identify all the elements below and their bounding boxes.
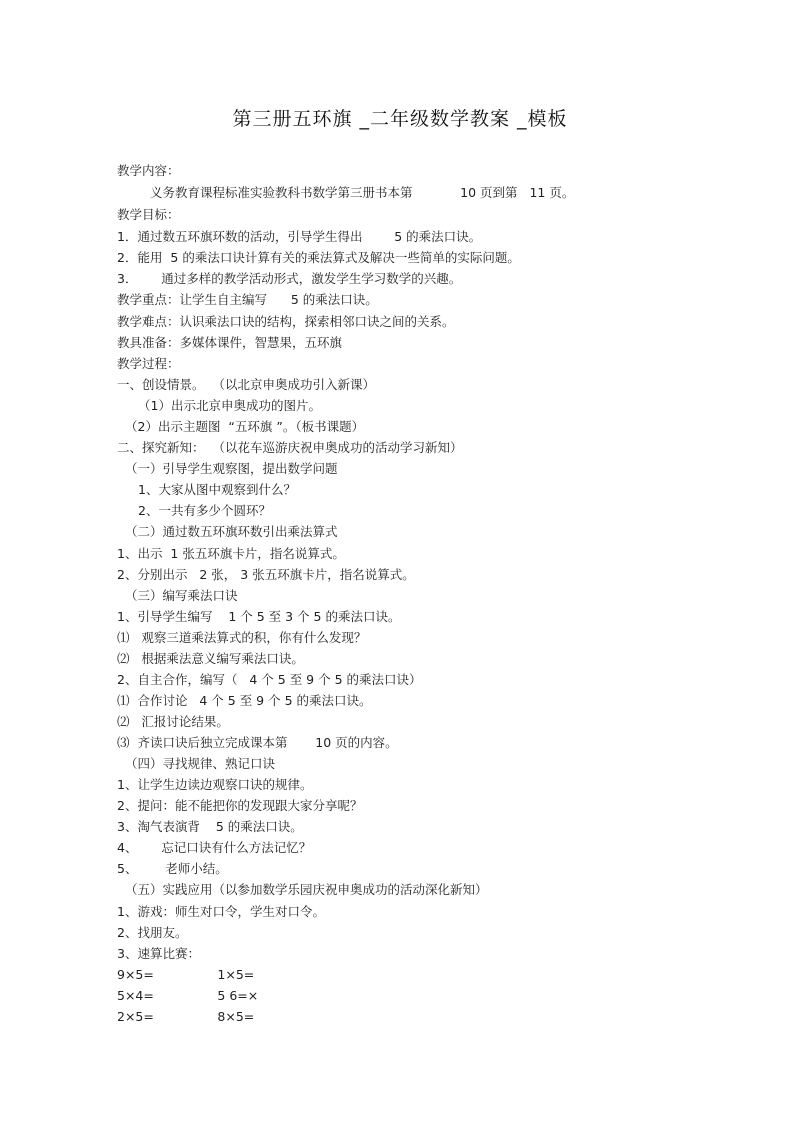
text-line: 9×5= 1×5= <box>117 967 255 982</box>
text-line: （三）编写乘法口诀 <box>125 588 238 603</box>
text-line: 2、一共有多少个圆环？ <box>138 503 271 518</box>
text-line: 2、提问：能不能把你的发现跟大家分享呢？ <box>117 798 363 813</box>
text-line: 1、游戏：师生对口令，学生对口令。 <box>117 904 325 919</box>
text-line: 教学目标： <box>117 207 180 222</box>
text-line: （五）实践应用（以参加数学乐园庆祝申奥成功的活动深化新知） <box>125 882 488 897</box>
text-line: ⑴ 观察三道乘法算式的积，你有什么发现？ <box>117 630 367 645</box>
text-line: 1、让学生边读边观察口诀的规律。 <box>117 777 313 792</box>
text-line: 教学过程： <box>117 356 180 371</box>
text-line: 1、引导学生编写 1 个 5 至 3 个 5 的乘法口诀。 <box>117 609 401 624</box>
text-line: 1、大家从图中观察到什么？ <box>138 482 296 497</box>
text-line: （二）通过数五环旗环数引出乘法算式 <box>125 524 338 539</box>
text-line: 2．能用 5 的乘法口诀计算有关的乘法算式及解决一些简单的实际问题。 <box>117 250 520 265</box>
text-line: 3、淘气表演背 5 的乘法口诀。 <box>117 819 303 834</box>
text-line: 2×5= 8×5= <box>117 1009 255 1024</box>
document-title: 第三册五环旗 _二年级数学教案 _模板 <box>232 108 568 130</box>
text-line: 1、出示 1 张五环旗卡片，指名说算式。 <box>117 546 345 561</box>
text-line: ⑴ 合作讨论 4 个 5 至 9 个 5 的乘法口诀。 <box>117 693 372 708</box>
text-line: （一）引导学生观察图，提出数学问题 <box>125 461 338 476</box>
text-line: 4、 忘记口诀有什么方法记忆？ <box>117 840 312 855</box>
text-line: ⑵ 根据乘法意义编写乘法口诀。 <box>117 651 304 666</box>
text-line: 2、找朋友。 <box>117 925 188 940</box>
text-line: 义务教育课程标准实验教科书数学第三册书本第 10 页到第 11 页。 <box>150 185 575 200</box>
text-line: 1．通过数五环旗环数的活动，引导学生得出 5 的乘法口诀。 <box>117 229 482 244</box>
text-line: 二、探究新知： （以花车巡游庆祝申奥成功的活动学习新知） <box>117 440 463 455</box>
text-line: 教具准备：多媒体课件，智慧果，五环旗 <box>117 335 343 350</box>
text-line: 5×4= 5 6=× <box>117 988 259 1003</box>
text-line: 教学重点：让学生自主编写 5 的乘法口诀。 <box>117 292 378 307</box>
text-line: 3、速算比赛： <box>117 946 200 961</box>
text-line: 3． 通过多样的教学活动形式，激发学生学习数学的兴趣。 <box>117 271 462 286</box>
text-line: 一、创设情景。 （以北京申奥成功引入新课） <box>117 377 375 392</box>
text-line: 教学内容： <box>117 163 180 178</box>
text-line: 2、分别出示 2 张， 3 张五环旗卡片，指名说算式。 <box>117 567 415 582</box>
text-line: ⑶ 齐读口诀后独立完成课本第 10 页的内容。 <box>117 735 398 750</box>
text-line: 5、 老师小结。 <box>117 861 228 876</box>
text-line: 2、自主合作，编写（ 4 个 5 至 9 个 5 的乘法口诀） <box>117 672 422 687</box>
text-line: 教学难点：认识乘法口诀的结构，探索相邻口诀之间的关系。 <box>117 314 455 329</box>
text-line: ⑵ 汇报讨论结果。 <box>117 714 229 729</box>
text-line: （2）出示主题图 “五环旗 ”。（板书课题） <box>125 419 365 434</box>
text-line: （四）寻找规律、熟记口诀 <box>125 756 276 771</box>
text-line: （1）出示北京申奥成功的图片。 <box>138 398 321 413</box>
